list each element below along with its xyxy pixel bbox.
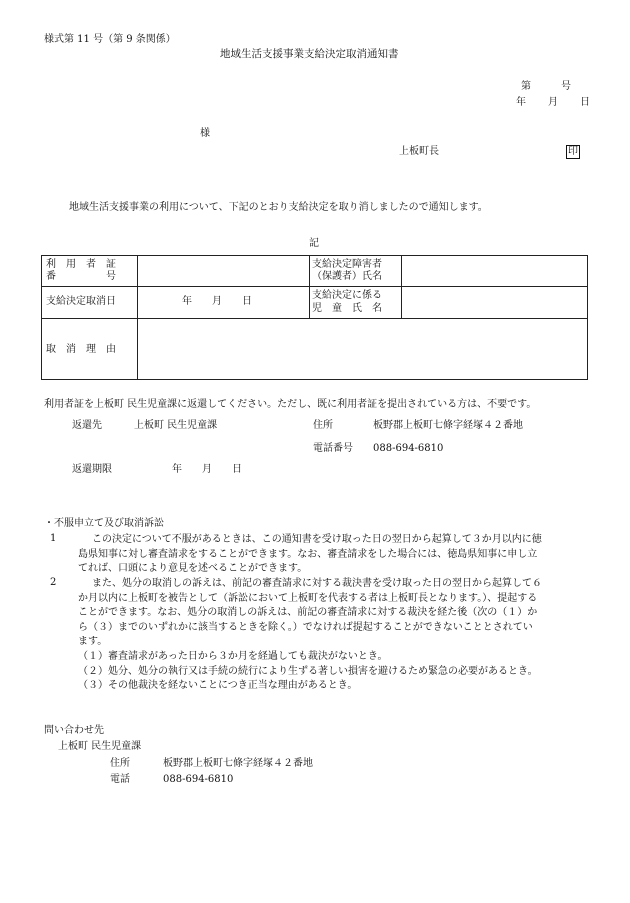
document-title: 地域生活支援事業支給決定取消通知書 [220,48,399,60]
contact-tel-label: 電話 [110,774,130,785]
disabled-person-name-label: 支給決定障害者 （保護者）氏名 [310,256,402,287]
appeal-item2-line2: か月以内に上板町を被告として（訴訟において上板町を代表する者は上板町長となります。）、提起する [78,592,538,604]
appeal-item2-line4: ら（３）までのいずれかに該当するときを除く。）でなければ提起することができないこととされてい [78,621,533,633]
child-name-label: 支給決定に係る 児 童 氏 名 [310,287,402,319]
return-notice: 利用者証を上板町 民生児童課に返還してください。ただし、既に利用者証を提出されている方は、不要です。 [44,399,537,410]
appeal-item2-line5: ます。 [78,636,108,648]
cancel-date-field[interactable]: 年 月 日 [138,287,310,319]
ki-label: 記 [309,238,319,249]
appeal-item1-line2: 島県知事に対し審査請求をすることができます。なお、審査請求をした場合には、徳島県知事に申し立 [78,548,538,560]
form-number: 様式第 11 号（第 9 条関係） [44,34,176,45]
appeal-heading: ・不服申立て及び取消訴訟 [44,518,164,529]
contact-heading: 問い合わせ先 [44,725,104,736]
return-addr-label: 住所 [313,420,333,431]
appeal-item1-line1: この決定について不服があるときは、この通知書を受け取った日の翌日から起算して３か月以内に徳 [92,534,542,545]
appeal-item1-line3: てれば、口頭により意見を述べることができます。 [78,563,308,575]
issue-date: 年 月 日 [516,97,596,108]
contact-addr-value: 板野郡上板町七條字経塚４２番地 [163,758,313,769]
appeal-sub3: （３）その他裁決を経ないことにつき正当な理由があるとき。 [78,680,358,692]
seal-mark: 印 [568,146,578,157]
appeal-item2-line3: ことができます。なお、処分の取消しの訴えは、前記の審査請求に対する裁決を経た後（次の（１）か [78,607,538,619]
return-addr-value: 板野郡上板町七條字経塚４２番地 [373,420,523,431]
return-tel-value: 088-694-6810 [373,443,444,454]
appeal-sub2: （２）処分、処分の執行又は手続の続行により生ずる著しい損害を避けるため緊急の必要があるとき。 [78,665,538,677]
return-deadline-value: 年 月 日 [172,464,242,475]
return-dest-label: 返還先 [72,420,102,431]
cancel-reason-label: 取 消 理 由 [42,319,138,380]
document-number: 第 号 [521,81,571,92]
notice-table [41,255,588,380]
appeal-item2-line1: また、処分の取消しの訴えは、前記の審査請求に対する裁決書を受け取った日の翌日から起算して６ [92,578,542,589]
user-cert-no-label: 利 用 者 証 番 号 [42,256,138,287]
sender-name: 上板町長 [399,146,439,157]
intro-text: 地域生活支援事業の利用について、下記のとおり支給決定を取り消しましたので通知します。 [69,202,488,213]
appeal-item1-number: 1 [50,533,57,544]
appeal-item2-number: 2 [50,577,57,588]
return-dest-value: 上板町 民生児童課 [134,420,218,431]
return-deadline-label: 返還期限 [72,464,112,475]
contact-dept: 上板町 民生児童課 [58,741,142,752]
cancel-reason-field[interactable] [138,319,588,380]
disabled-person-name-field[interactable] [402,256,588,287]
addressee-sama: 様 [200,128,210,139]
return-tel-label: 電話番号 [313,443,353,454]
child-name-field[interactable] [402,287,588,319]
appeal-sub1: （１）審査請求があった日から３か月を経過しても裁決がないとき。 [78,651,388,662]
user-cert-no-field[interactable] [138,256,310,287]
contact-tel-value: 088-694-6810 [163,774,234,785]
cancel-date-label: 支給決定取消日 [42,287,138,319]
contact-addr-label: 住所 [110,758,130,769]
